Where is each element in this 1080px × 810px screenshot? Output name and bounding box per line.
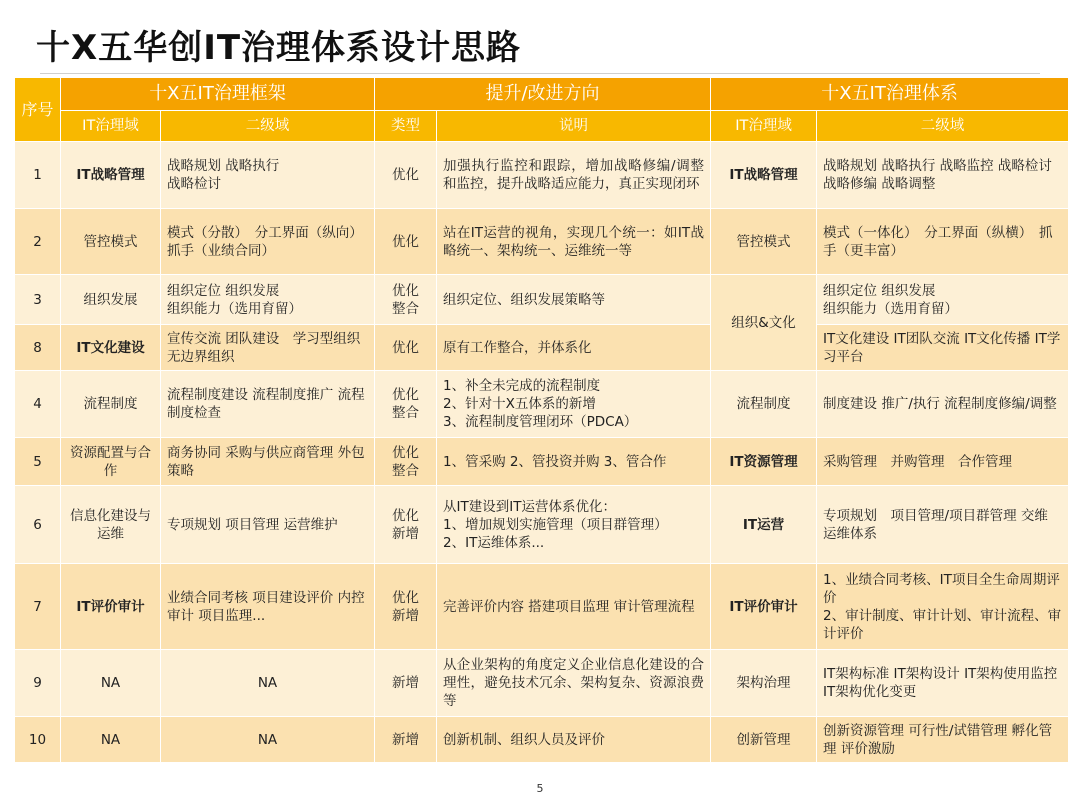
cell-domain2: 组织&文化 <box>711 275 817 371</box>
cell-subdomain: 战略规划 战略执行 战略检讨 <box>161 142 375 209</box>
cell-seq: 3 <box>15 275 61 325</box>
cell-desc: 加强执行监控和跟踪，增加战略修编/调整和监控，提升战略适应能力，真正实现闭环 <box>437 142 711 209</box>
cell-subdomain2: 制度建设 推广/执行 流程制度修编/调整 <box>817 371 1069 438</box>
cell-desc: 1、管采购 2、管投资并购 3、管合作 <box>437 438 711 486</box>
header-system: 十X五IT治理体系 <box>711 78 1069 111</box>
cell-seq: 4 <box>15 371 61 438</box>
cell-domain2: IT评价审计 <box>711 564 817 650</box>
cell-domain: 信息化建设与运维 <box>61 486 161 564</box>
cell-desc: 从IT建设到IT运营体系优化： 1、增加规划实施管理（项目群管理） 2、IT运维体系... <box>437 486 711 564</box>
cell-domain: NA <box>61 717 161 763</box>
cell-desc: 从企业架构的角度定义企业信息化建设的合理性，避免技术冗余、架构复杂、资源浪费等 <box>437 650 711 717</box>
cell-domain: 资源配置与合作 <box>61 438 161 486</box>
cell-type: 新增 <box>375 650 437 717</box>
cell-domain2: 创新管理 <box>711 717 817 763</box>
page-title: 十X五华创IT治理体系设计思路 <box>36 28 522 68</box>
header-direction: 提升/改进方向 <box>375 78 711 111</box>
cell-subdomain: NA <box>161 650 375 717</box>
cell-type: 优化 整合 <box>375 438 437 486</box>
table-row <box>15 650 1069 717</box>
header-subdomain: 二级域 <box>161 111 375 142</box>
cell-desc: 创新机制、组织人员及评价 <box>437 717 711 763</box>
cell-subdomain: 商务协同 采购与供应商管理 外包策略 <box>161 438 375 486</box>
table-row <box>15 564 1069 650</box>
cell-seq: 6 <box>15 486 61 564</box>
cell-desc: 站在IT运营的视角，实现几个统一：如IT战略统一、架构统一、运维统一等 <box>437 209 711 275</box>
cell-seq: 10 <box>15 717 61 763</box>
cell-subdomain: 专项规划 项目管理 运营维护 <box>161 486 375 564</box>
cell-seq: 1 <box>15 142 61 209</box>
table-row <box>15 142 1069 209</box>
table-row <box>15 371 1069 438</box>
header-seq: 序号 <box>15 78 61 142</box>
header-framework: 十X五IT治理框架 <box>61 78 375 111</box>
table-row <box>15 209 1069 275</box>
cell-subdomain: 组织定位 组织发展 组织能力（选用育留） <box>161 275 375 325</box>
cell-subdomain: 模式（分散） 分工界面（纵向） 抓手（业绩合同） <box>161 209 375 275</box>
table-row <box>15 438 1069 486</box>
table-row <box>15 717 1069 763</box>
cell-domain: 流程制度 <box>61 371 161 438</box>
header-type: 类型 <box>375 111 437 142</box>
cell-seq: 5 <box>15 438 61 486</box>
cell-seq: 2 <box>15 209 61 275</box>
cell-type: 优化 <box>375 325 437 371</box>
cell-domain2: IT资源管理 <box>711 438 817 486</box>
cell-subdomain2: 1、业绩合同考核、IT项目全生命周期评价 2、审计制度、审计计划、审计流程、审计评价 <box>817 564 1069 650</box>
cell-domain2: 架构治理 <box>711 650 817 717</box>
cell-domain2: IT运营 <box>711 486 817 564</box>
cell-domain2: 管控模式 <box>711 209 817 275</box>
cell-subdomain: 宣传交流 团队建设 学习型组织 无边界组织 <box>161 325 375 371</box>
cell-domain2: IT战略管理 <box>711 142 817 209</box>
cell-domain: IT评价审计 <box>61 564 161 650</box>
cell-subdomain2: 模式（一体化） 分工界面（纵横） 抓手（更丰富） <box>817 209 1069 275</box>
header-subdomain2: 二级域 <box>817 111 1069 142</box>
cell-desc: 组织定位、组织发展策略等 <box>437 275 711 325</box>
cell-type: 优化 整合 <box>375 371 437 438</box>
table-row <box>15 275 1069 325</box>
cell-subdomain2: 组织定位 组织发展 组织能力（选用育留） <box>817 275 1069 325</box>
cell-subdomain: 流程制度建设 流程制度推广 流程制度检查 <box>161 371 375 438</box>
cell-type: 优化 整合 <box>375 275 437 325</box>
cell-seq: 7 <box>15 564 61 650</box>
cell-desc: 1、补全未完成的流程制度 2、针对十X五体系的新增 3、流程制度管理闭环（PDCA） <box>437 371 711 438</box>
cell-type: 新增 <box>375 717 437 763</box>
cell-subdomain2: IT文化建设 IT团队交流 IT文化传播 IT学习平台 <box>817 325 1069 371</box>
cell-desc: 原有工作整合，并体系化 <box>437 325 711 371</box>
cell-domain: IT文化建设 <box>61 325 161 371</box>
table-row <box>15 486 1069 564</box>
cell-type: 优化 <box>375 142 437 209</box>
page-number: 5 <box>536 782 544 795</box>
cell-subdomain: 业绩合同考核 项目建设评价 内控审计 项目监理... <box>161 564 375 650</box>
header-domain: IT治理域 <box>61 111 161 142</box>
cell-subdomain2: 创新资源管理 可行性/试错管理 孵化管理 评价激励 <box>817 717 1069 763</box>
header-desc: 说明 <box>437 111 711 142</box>
cell-domain2: 流程制度 <box>711 371 817 438</box>
table-row <box>15 325 1069 371</box>
header-domain2: IT治理域 <box>711 111 817 142</box>
cell-subdomain2: IT架构标准 IT架构设计 IT架构使用监控 IT架构优化变更 <box>817 650 1069 717</box>
governance-table <box>14 77 1069 763</box>
cell-domain: IT战略管理 <box>61 142 161 209</box>
cell-seq: 8 <box>15 325 61 371</box>
cell-type: 优化 新增 <box>375 564 437 650</box>
cell-seq: 9 <box>15 650 61 717</box>
cell-domain: 组织发展 <box>61 275 161 325</box>
cell-domain: NA <box>61 650 161 717</box>
cell-type: 优化 <box>375 209 437 275</box>
cell-subdomain2: 采购管理 并购管理 合作管理 <box>817 438 1069 486</box>
title-divider <box>40 73 1040 74</box>
cell-subdomain: NA <box>161 717 375 763</box>
cell-subdomain2: 战略规划 战略执行 战略监控 战略检讨 战略修编 战略调整 <box>817 142 1069 209</box>
cell-type: 优化 新增 <box>375 486 437 564</box>
cell-subdomain2: 专项规划 项目管理/项目群管理 交维 运维体系 <box>817 486 1069 564</box>
cell-domain: 管控模式 <box>61 209 161 275</box>
cell-desc: 完善评价内容 搭建项目监理 审计管理流程 <box>437 564 711 650</box>
